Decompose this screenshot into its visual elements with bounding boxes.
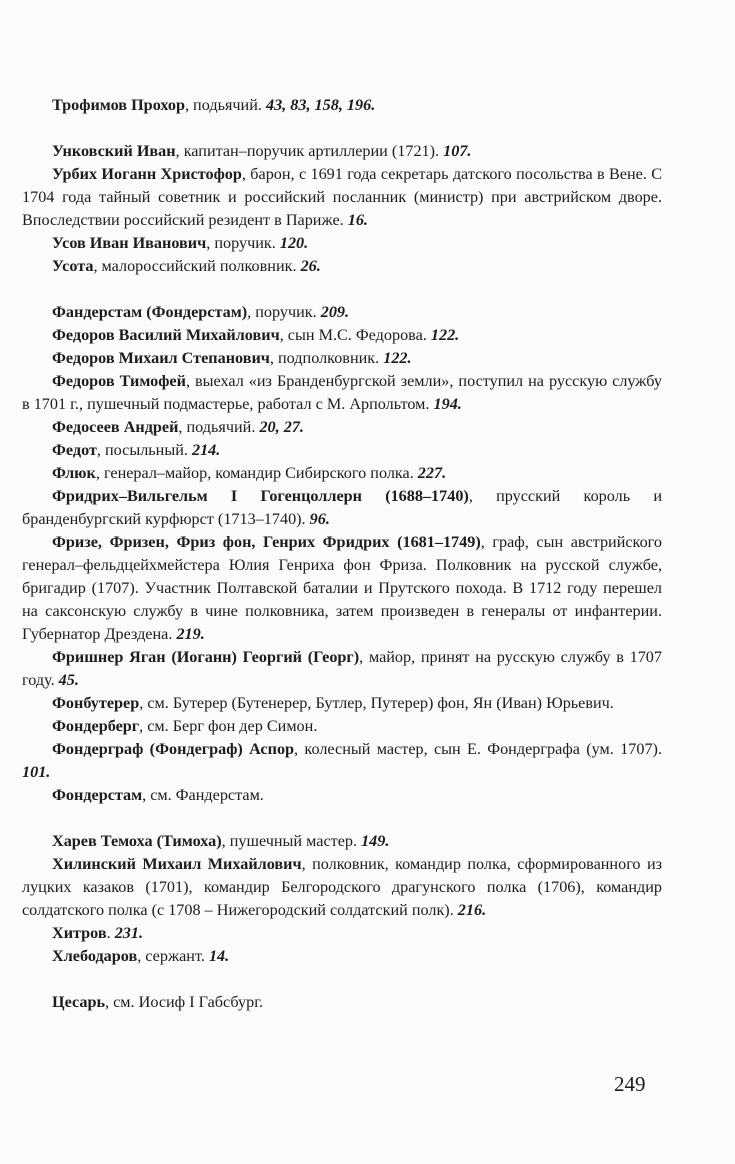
index-entry: Усота, малороссийский полковник. 26. <box>52 257 321 275</box>
index-entry: Урбих Иоганн Христофор, барон, с 1691 года секретарь датского посольства в Вене. С 1704 года тайный советник и российский посланник (министр) при австрийском дворе. Впоследствии российский резидент в Париже. 16. <box>22 165 663 229</box>
index-entry: Федоров Василий Михайлович, сын М.С. Федорова. 122. <box>52 326 460 344</box>
index-entry: Усов Иван Иванович, поручик. 120. <box>52 234 309 252</box>
index-entry: Фондерстам, см. Фандерстам. <box>52 786 264 804</box>
index-entry: Федоров Михаил Степанович, подполковник. 122. <box>52 349 412 367</box>
index-entry: Цесарь, см. Иосиф I Габсбург. <box>52 993 264 1011</box>
index-entry: Хитров. 231. <box>52 924 144 942</box>
index-entry: Хлебодаров, сержант. 14. <box>52 947 230 965</box>
index-entry: Фандерстам (Фондерстам), поручик. 209. <box>52 303 350 321</box>
index-entry: Флюк, генерал–майор, командир Сибирского полка. 227. <box>52 464 447 482</box>
index-entry: Фондерберг, см. Берг фон дер Симон. <box>52 717 318 735</box>
page-number: 249 <box>614 1072 646 1096</box>
index-entry: Фондерграф (Фондеграф) Аспор, колесный мастер, сын Е. Фондерграфа (ум. 1707). 101. <box>22 740 662 781</box>
index-entry: Трофимов Прохор, подьячий. 43, 83, 158, 196. <box>52 96 376 114</box>
index-entry: Фридрих–Вильгельм I Гогенцоллерн (1688–1740), прусский король и бранденбургский курфюрст (1713–1740). 96. <box>22 487 662 528</box>
index-entry: Харев Темоха (Тимоха), пушечный мастер. 149. <box>52 832 390 850</box>
index-entry: Федоров Тимофей, выехал «из Бранденбургской земли», поступил на русскую службу в 1701 г., пушечный подмастерье, работал с М. Арпольтом. 194. <box>22 372 662 413</box>
index-entry: Федосеев Андрей, подьячий. 20, 27. <box>52 418 304 436</box>
index-entry: Фризе, Фризен, Фриз фон, Генрих Фридрих (1681–1749), граф, сын австрийского генерал–фельдцейхмейстера Юлия Генриха фон Фриза. Полковник на русской службе, бригадир (1707). Участник Полтавской баталии и Прутского похода. В 1712 году перешел на саксонскую службу в чине полковника, затем произведен в генералы от инфантерии. Губернатор Дрездена. 219. <box>22 533 663 643</box>
index-entry: Хилинский Михаил Михайлович, полковник, командир полка, сформированного из луцких казаков (1701), командир Белгородского драгунского полка (1706), командир солдатского полка (с 1708 – Нижегородский солдатский полк). 216. <box>22 855 662 919</box>
index-entry: Федот, посыльный. 214. <box>52 441 221 459</box>
index-entry: Унковский Иван, капитан–поручик артиллерии (1721). 107. <box>52 142 472 160</box>
index-entry: Фришнер Яган (Иоганн) Георгий (Георг), майор, принят на русскую службу в 1707 году. 45. <box>22 648 662 689</box>
index-entry: Фонбутерер, см. Бутерер (Бутенерер, Бутлер, Путерер) фон, Ян (Иван) Юрьевич. <box>52 694 614 712</box>
index-page <box>22 94 662 1014</box>
